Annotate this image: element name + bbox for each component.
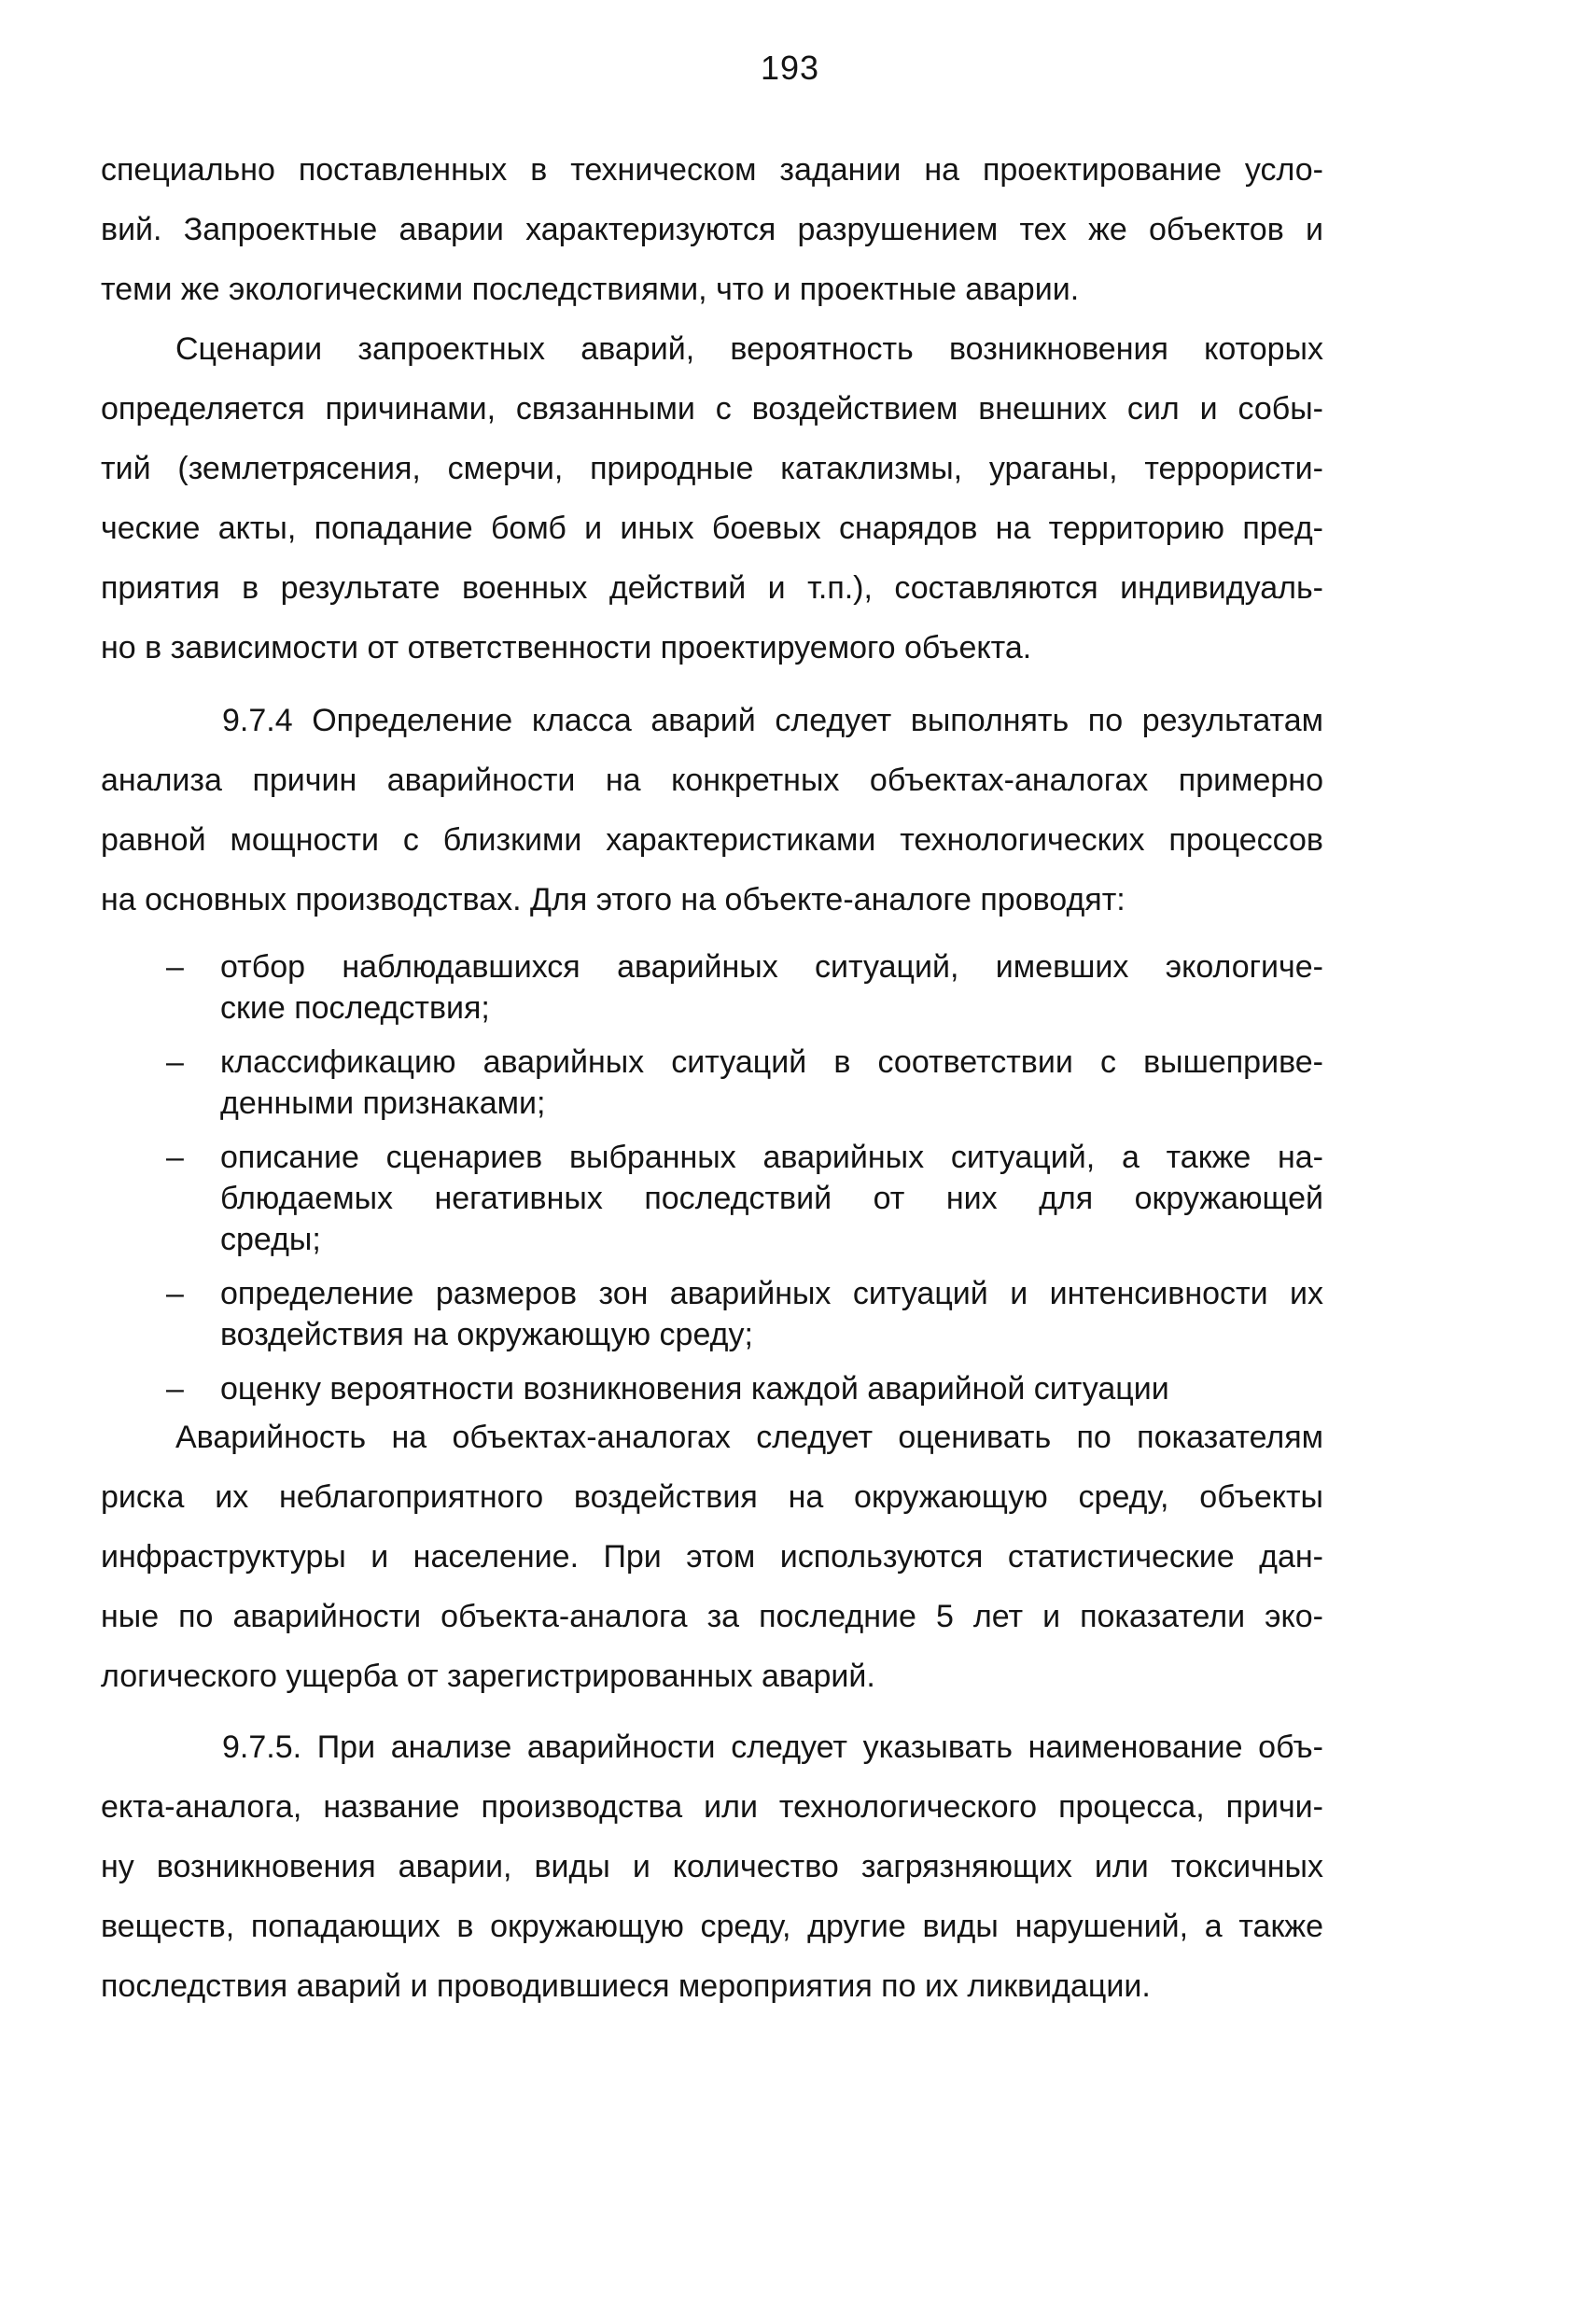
text-line: определение размеров зон аварийных ситуаций и интенсивности их: [220, 1276, 1323, 1311]
dash-marker: –: [166, 949, 184, 985]
text-line: среды;: [220, 1222, 321, 1257]
text-line: вий. Запроектные аварии характеризуются разрушением тех же объектов и: [101, 212, 1323, 247]
dash-marker: –: [166, 1371, 184, 1407]
text-line: на основных производствах. Для этого на объекте-аналоге проводят:: [101, 882, 1126, 917]
text-line: веществ, попадающих в окружающую среду, другие виды нарушений, а также: [101, 1909, 1323, 1944]
text-line: Аварийность на объектах-аналогах следует оценивать по показателям: [175, 1420, 1323, 1455]
text-line: но в зависимости от ответственности проектируемого объекта.: [101, 630, 1032, 665]
text-line: екта-аналога, название производства или технологического процесса, причи-: [101, 1789, 1323, 1825]
text-line: приятия в результате военных действий и т.п.), составляются индивидуаль-: [101, 570, 1323, 606]
text-line: ческие акты, попадание бомб и иных боевых снарядов на территорию пред-: [101, 511, 1323, 546]
text-line: отбор наблюдавшихся аварийных ситуаций, имевших экологиче-: [220, 949, 1323, 985]
text-line: теми же экологическими последствиями, что и проектные аварии.: [101, 272, 1080, 307]
page-number: 193: [760, 49, 820, 87]
text-line: логического ущерба от зарегистрированных аварий.: [101, 1659, 875, 1694]
text-line: воздействия на окружающую среду;: [220, 1317, 753, 1352]
text-line: описание сценариев выбранных аварийных ситуаций, а также на-: [220, 1140, 1323, 1175]
text-line: классификацию аварийных ситуаций в соответствии с вышеприве-: [220, 1044, 1323, 1080]
text-line: определяется причинами, связанными с воздействием внешних сил и собы-: [101, 391, 1323, 427]
text-line: блюдаемых негативных последствий от них для окружающей: [220, 1181, 1323, 1216]
text-line: ные по аварийности объекта-аналога за последние 5 лет и показатели эко-: [101, 1599, 1323, 1634]
text-line: риска их неблагоприятного воздействия на окружающую среду, объекты: [101, 1479, 1323, 1515]
text-line: равной мощности с близкими характеристиками технологических процессов: [101, 822, 1323, 858]
text-line: денными признаками;: [220, 1085, 546, 1121]
text-line: оценку вероятности возникновения каждой аварийной ситуации: [220, 1371, 1169, 1407]
text-line: 9.7.5. При анализе аварийности следует указывать наименование объ-: [222, 1729, 1323, 1765]
text-line: специально поставленных в техническом задании на проектирование усло-: [101, 152, 1323, 188]
text-line: Сценарии запроектных аварий, вероятность возникновения которых: [175, 331, 1323, 367]
dash-marker: –: [166, 1140, 184, 1175]
text-line: тий (землетрясения, смерчи, природные катаклизмы, ураганы, террористи-: [101, 451, 1323, 486]
text-line: анализа причин аварийности на конкретных объектах-аналогах примерно: [101, 763, 1323, 798]
dash-marker: –: [166, 1276, 184, 1311]
dash-marker: –: [166, 1044, 184, 1080]
text-line: последствия аварий и проводившиеся мероприятия по их ликвидации.: [101, 1968, 1151, 2004]
text-line: ну возникновения аварии, виды и количество загрязняющих или токсичных: [101, 1849, 1323, 1884]
text-line: 9.7.4 Определение класса аварий следует выполнять по результатам: [222, 703, 1323, 738]
text-line: ские последствия;: [220, 990, 490, 1026]
text-line: инфраструктуры и население. При этом используются статистические дан-: [101, 1539, 1323, 1575]
